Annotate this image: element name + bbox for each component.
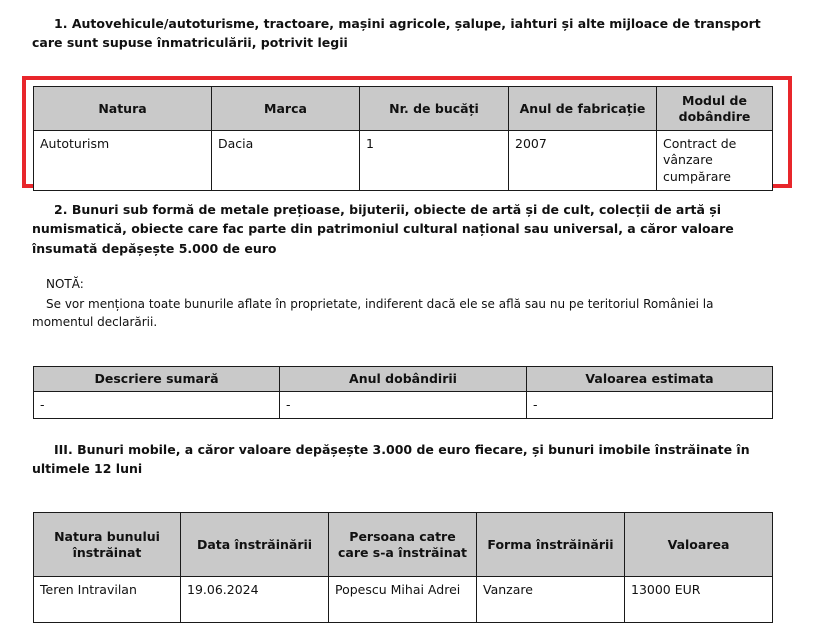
section-3-text: Bunuri mobile, a căror valoare depășește 3.000 de euro fiecare, și bunuri imobile înstrăinate în ultimele 12 luni (32, 442, 750, 477)
section-2-heading (32, 200, 788, 258)
table-row (34, 392, 773, 419)
note-block (32, 275, 772, 332)
vehicles-col-marca: Marca (212, 87, 360, 131)
section-1-number: 1. (54, 16, 68, 31)
vehicles-cell-marca: Dacia (212, 131, 360, 191)
alienated-cell-natura: Teren Intravilan (34, 577, 181, 623)
valuables-cell-descriere: - (34, 392, 280, 419)
alienated-col-natura: Natura bunului înstrăinat (34, 513, 181, 577)
valuables-cell-an-dobandire: - (280, 392, 527, 419)
alienated-col-valoare: Valoarea (625, 513, 773, 577)
alienated-cell-forma: Vanzare (477, 577, 625, 623)
valuables-col-descriere: Descriere sumară (34, 367, 280, 392)
alienated-col-data: Data înstrăinării (181, 513, 329, 577)
alienated-cell-data: 19.06.2024 (181, 577, 329, 623)
table-row (34, 131, 773, 191)
note-title: NOTĂ: (46, 277, 84, 291)
vehicles-col-an-fabricatie: Anul de fabricație (509, 87, 657, 131)
vehicles-table-header-row (34, 87, 773, 131)
section-2-number: 2. (54, 202, 68, 217)
section-3-number: III. (54, 442, 73, 457)
vehicles-cell-nr-bucati: 1 (360, 131, 509, 191)
valuables-col-an-dobandire: Anul dobândirii (280, 367, 527, 392)
alienated-cell-valoare: 13000 EUR (625, 577, 773, 623)
alienated-col-persoana: Persoana catre care s-a înstrăinat (329, 513, 477, 577)
vehicles-table (33, 86, 773, 191)
section-3-heading (32, 440, 788, 479)
alienated-table (33, 512, 773, 623)
alienated-cell-persoana: Popescu Mihai Adrei (329, 577, 477, 623)
section-1-heading (32, 14, 788, 53)
vehicles-cell-mod-dobandire: Contract de vânzare cumpărare (657, 131, 773, 191)
valuables-col-valoare: Valoarea estimata (527, 367, 773, 392)
valuables-table-header-row (34, 367, 773, 392)
valuables-table (33, 366, 773, 419)
alienated-table-header-row (34, 513, 773, 577)
note-body-wrapper (32, 295, 772, 332)
table-row (34, 577, 773, 623)
vehicles-col-nr-bucati: Nr. de bucăți (360, 87, 509, 131)
alienated-col-forma: Forma înstrăinării (477, 513, 625, 577)
vehicles-cell-an-fabricatie: 2007 (509, 131, 657, 191)
vehicles-col-natura: Natura (34, 87, 212, 131)
vehicles-cell-natura: Autoturism (34, 131, 212, 191)
section-2-text: Bunuri sub formă de metale prețioase, bijuterii, obiecte de artă și de cult, colecții de artă și numismatică, obiecte care fac parte din patrimoniul cultural național sau universal, a căror valoare însumată depășește 5.000 de euro (32, 202, 734, 256)
vehicles-col-mod-dobandire: Modul de dobândire (657, 87, 773, 131)
section-1-text: Autovehicule/autoturisme, tractoare, mașini agricole, șalupe, iahturi și alte mijloace de transport care sunt supuse înmatriculării, potrivit legii (32, 16, 761, 51)
note-body: Se vor menționa toate bunurile aflate în proprietate, indiferent dacă ele se află sau nu pe teritoriul României la momentul declarării. (32, 296, 714, 330)
valuables-cell-valoare: - (527, 392, 773, 419)
